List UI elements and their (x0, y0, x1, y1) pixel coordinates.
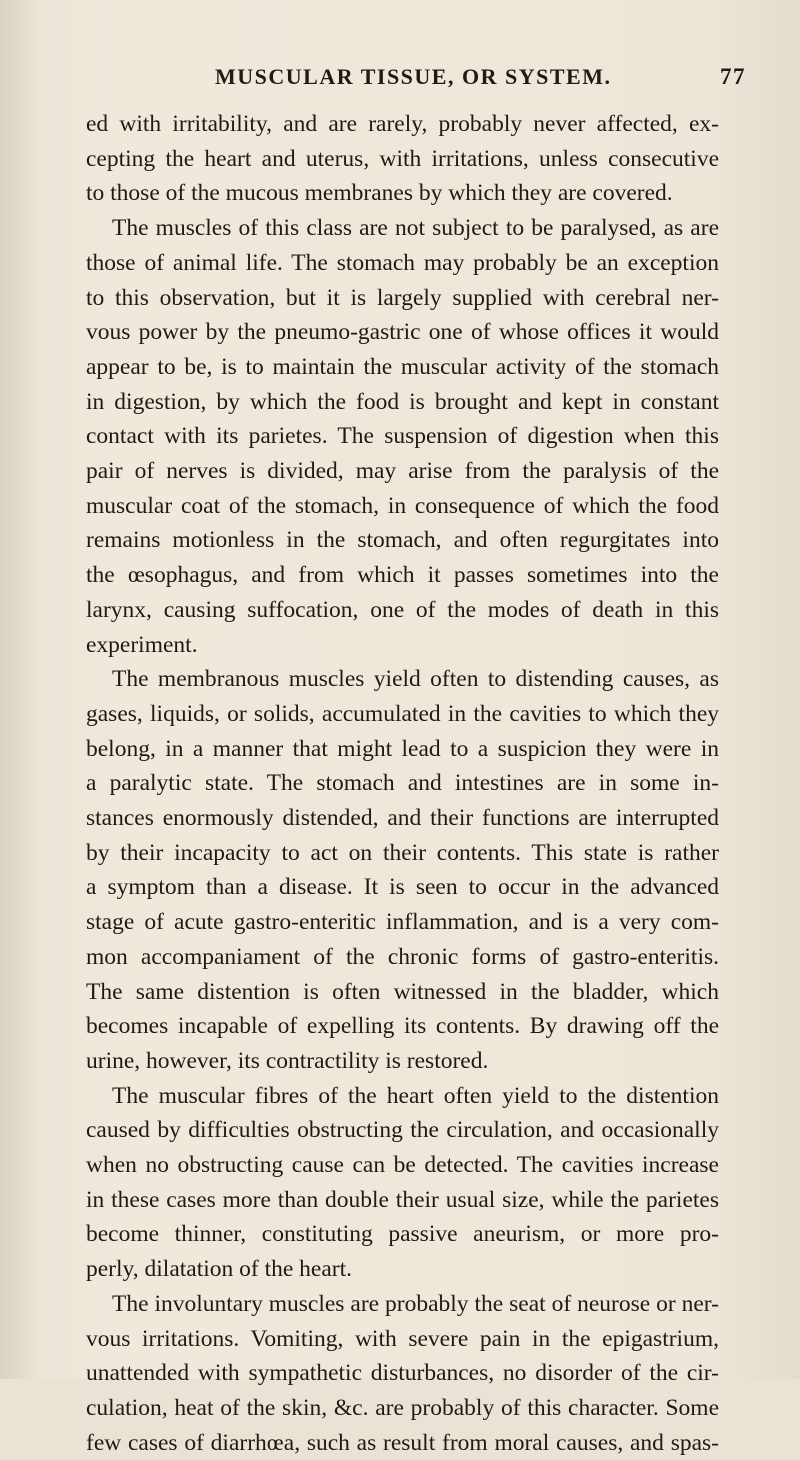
text-line: become thinner, constituting passive aneurism, or more pro- (86, 1221, 719, 1248)
text-line: gases, liquids, or solids, accumulated in the cavities to which they (86, 700, 719, 727)
text-line: larynx, causing suffocation, one of the modes of death in this (86, 596, 719, 623)
text-line: appear to be, is to maintain the muscular activity of the stomach (86, 353, 719, 380)
text-line: those of animal life. The stomach may probably be an exception (86, 249, 719, 276)
text-line: in these cases more than double their usual size, while the parietes (86, 1186, 719, 1213)
text-line: The muscles of this class are not subject to be paralysed, as are (112, 215, 719, 242)
text-line: a symptom than a disease. It is seen to occur in the advanced (86, 874, 719, 901)
text-line: by their incapacity to act on their contents. This state is rather (86, 839, 719, 866)
text-line: contact with its parietes. The suspension of digestion when this (86, 423, 719, 450)
text-line: The same distention is often witnessed in the bladder, which (86, 978, 719, 1005)
text-line: caused by difficulties obstructing the circulation, and occasionally (86, 1117, 719, 1144)
text-line: The membranous muscles yield often to distending causes, as (112, 666, 719, 693)
text-line: ed with irritability, and are rarely, probably never affected, ex- (86, 111, 719, 137)
text-line: to this observation, but it is largely supplied with cerebral ner- (86, 284, 719, 311)
text-line: stage of acute gastro-enteritic inflammation, and is a very com- (86, 909, 719, 936)
text-line: a paralytic state. The stomach and intestines are in some in- (86, 770, 719, 797)
text-line: becomes incapable of expelling its contents. By drawing off the (86, 1013, 719, 1040)
text-line: cepting the heart and uterus, with irritations, unless consecutive (86, 145, 719, 172)
text-line: in digestion, by which the food is brought and kept in constant (86, 388, 719, 415)
text-line: perly, dilatation of the heart. (86, 1256, 353, 1283)
text-line: stances enormously distended, and their functions are interrupted (86, 805, 719, 831)
text-line: vous power by the pneumo-gastric one of whose offices it would (86, 319, 719, 346)
text-line: The involuntary muscles are probably the seat of neurose or ner- (112, 1290, 719, 1317)
text-line: experiment. (86, 631, 198, 658)
text-line: remains motionless in the stomach, and often regurgitates into (86, 527, 719, 554)
text-line: when no obstructing cause can be detected. The cavities increase (86, 1152, 719, 1178)
text-line: unattended with sympathetic disturbances, no disorder of the cir- (86, 1360, 719, 1387)
text-line: urine, however, its contractility is restored. (86, 1047, 489, 1074)
text-line: the œsophagus, and from which it passes sometimes into the (86, 562, 719, 589)
text-line: vous irritations. Vomiting, with severe pain in the epigastrium, (86, 1325, 719, 1352)
text-line: culation, heat of the skin, &c. are probably of this character. Some (86, 1394, 719, 1421)
text-line: belong, in a manner that might lead to a suspicion they were in (86, 735, 719, 762)
text-line: The muscular fibres of the heart often yield to the distention (112, 1082, 719, 1109)
text-line: muscular coat of the stomach, in consequence of which the food (86, 492, 719, 519)
text-line: mon accompaniament of the chronic forms of gastro-enteritis. (86, 943, 719, 970)
page-header (215, 64, 760, 92)
text-line: to those of the mucous membranes by which they are covered. (86, 180, 673, 207)
text-line: pair of nerves is divided, may arise from the paralysis of the (86, 458, 719, 484)
page-number: 77 (720, 64, 746, 89)
text-line: few cases of diarrhœa, such as result from moral causes, and spas- (86, 1429, 719, 1456)
running-title: MUSCULAR TISSUE, OR SYSTEM. (215, 64, 612, 89)
